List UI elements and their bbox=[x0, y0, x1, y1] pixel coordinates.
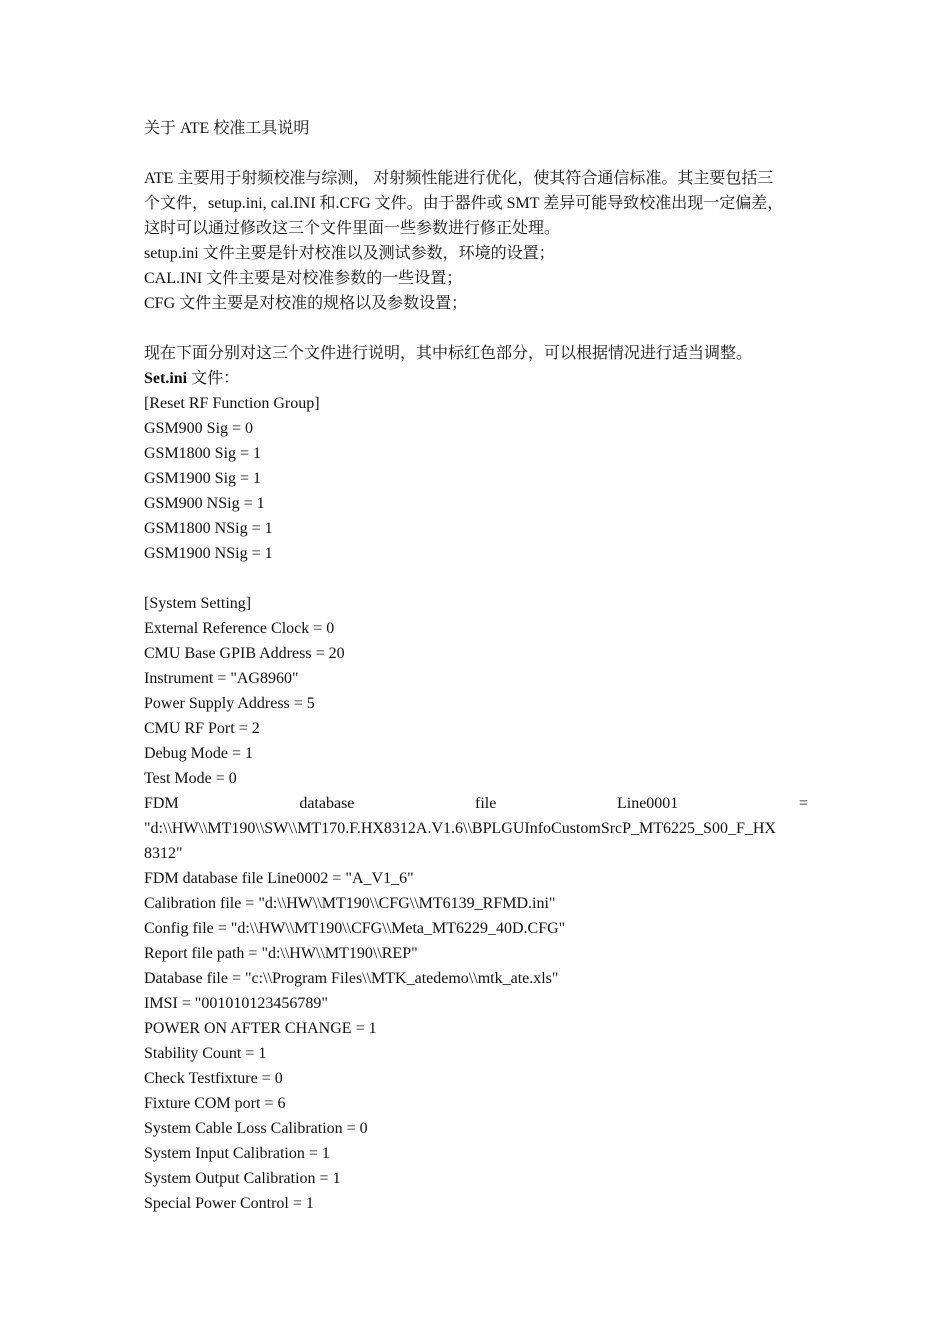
config-line: Config file = "d:\\HW\\MT190\\CFG\\Meta_MT6229_40D.CFG" bbox=[144, 920, 566, 937]
spacer bbox=[144, 141, 808, 166]
config-line: Database file = "c:\\Program Files\\MTK_atedemo\\mtk_ate.xls" bbox=[144, 970, 559, 987]
config-line: System Output Calibration = 1 bbox=[144, 1170, 341, 1187]
intro-line: CAL.INI 文件主要是对校准参数的一些设置； bbox=[144, 270, 463, 287]
config-line: Debug Mode = 1 bbox=[144, 745, 254, 762]
config-line: System Cable Loss Calibration = 0 bbox=[144, 1120, 368, 1137]
document-title: 关于 ATE 校准工具说明 bbox=[144, 120, 310, 137]
config-line: Report file path = "d:\\HW\\MT190\\REP" bbox=[144, 945, 418, 962]
config-line: GSM1800 NSig = 1 bbox=[144, 520, 273, 537]
intro-line: 这时可以通过修改这三个文件里面一些参数进行修正处理。 bbox=[144, 220, 561, 237]
config-line: [System Setting] bbox=[144, 595, 252, 612]
config-line: Power Supply Address = 5 bbox=[144, 695, 315, 712]
intro-line: 个文件，setup.ini, cal.INI 和.CFG 文件。由于器件或 SMT 差异可能导致校准出现一定偏差， bbox=[144, 195, 784, 212]
setini-heading bbox=[144, 366, 808, 391]
spacer bbox=[144, 316, 808, 341]
config-line: GSM1900 Sig = 1 bbox=[144, 470, 262, 487]
config-line: [Reset RF Function Group] bbox=[144, 395, 320, 412]
config-line: Test Mode = 0 bbox=[144, 770, 237, 787]
config-line: FDM database file Line0002 = "A_V1_6" bbox=[144, 870, 414, 887]
config-line: "d:\\HW\\MT190\\SW\\MT170.F.HX8312A.V1.6\\BPLGUInfoCustomSrcP_MT6225_S00_F_HX bbox=[144, 820, 776, 837]
intro-paragraph bbox=[144, 166, 808, 316]
intro-line: CFG 文件主要是对校准的规格以及参数设置； bbox=[144, 295, 468, 312]
fdm-word: Line0001 bbox=[616, 795, 679, 812]
intro-line: setup.ini 文件主要是针对校准以及测试参数，环境的设置； bbox=[144, 245, 555, 262]
fdm-word: FDM bbox=[144, 795, 179, 812]
config-line: CMU Base GPIB Address = 20 bbox=[144, 645, 345, 662]
config-line: 8312" bbox=[144, 845, 183, 862]
explain-line: 现在下面分别对这三个文件进行说明，其中标红色部分，可以根据情况进行适当调整。 bbox=[144, 345, 753, 362]
spacer bbox=[144, 566, 808, 591]
intro-line: ATE 主要用于射频校准与综测， 对射频性能进行优化，使其符合通信标准。其主要包括三 bbox=[144, 170, 774, 187]
config-line: GSM900 Sig = 0 bbox=[144, 420, 254, 437]
config-line: GSM1800 Sig = 1 bbox=[144, 445, 262, 462]
fdm-word: file bbox=[475, 795, 497, 812]
config-line: CMU RF Port = 2 bbox=[144, 720, 260, 737]
config-line: System Input Calibration = 1 bbox=[144, 1145, 330, 1162]
config-line: Instrument = "AG8960" bbox=[144, 670, 299, 687]
fdm-line0001-justified bbox=[144, 791, 808, 816]
config-line: POWER ON AFTER CHANGE = 1 bbox=[144, 1020, 377, 1037]
config-line: GSM900 NSig = 1 bbox=[144, 495, 265, 512]
config-line: Check Testfixture = 0 bbox=[144, 1070, 283, 1087]
config-line: Stability Count = 1 bbox=[144, 1045, 267, 1062]
config-line: External Reference Clock = 0 bbox=[144, 620, 335, 637]
fdm-word: = bbox=[798, 795, 808, 812]
config-line: GSM1900 NSig = 1 bbox=[144, 545, 273, 562]
config-line: Special Power Control = 1 bbox=[144, 1195, 314, 1212]
fdm-word: database bbox=[299, 795, 355, 812]
reset-rf-function-group bbox=[144, 391, 808, 566]
config-line: Calibration file = "d:\\HW\\MT190\\CFG\\MT6139_RFMD.ini" bbox=[144, 895, 556, 912]
setini-label-bold: Set.ini bbox=[144, 370, 188, 387]
system-setting-group bbox=[144, 591, 808, 1216]
setini-label-rest: 文件： bbox=[187, 370, 240, 387]
document-page bbox=[144, 116, 808, 1216]
config-line: Fixture COM port = 6 bbox=[144, 1095, 286, 1112]
config-line: IMSI = "001010123456789" bbox=[144, 995, 328, 1012]
